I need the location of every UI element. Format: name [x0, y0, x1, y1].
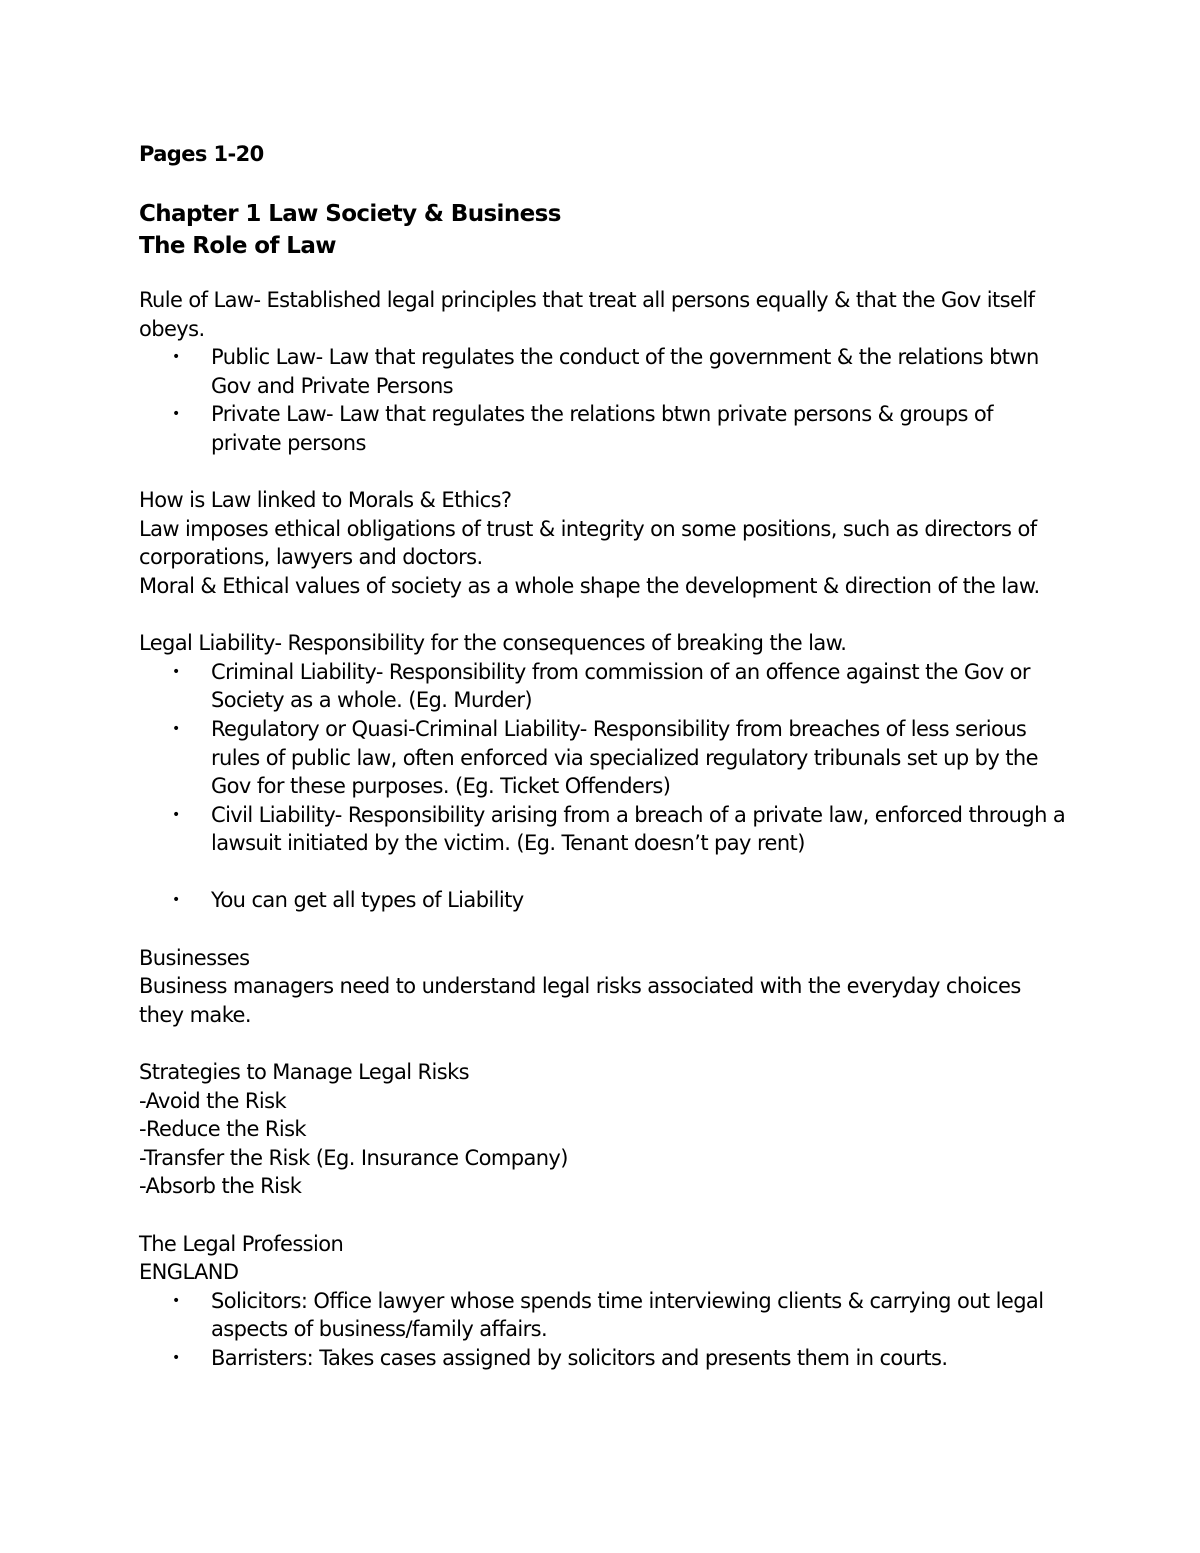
businesses-heading: Businesses: [139, 945, 250, 970]
strategy-item: -Reduce the Risk: [139, 1117, 306, 1142]
list-item: • Civil Liability- Responsibility arising from a breach of a private law, enforced through a lawsuit initiated by the victim. (Eg. Tenant doesn’t pay rent): [172, 802, 1066, 856]
morals-paragraph: Law imposes ethical obligations of trust & integrity on some positions, such as directors of corporations, lawyers and doctors.: [139, 516, 1037, 570]
rule-of-law-definition: Rule of Law- Established legal principles that treat all persons equally & that the Gov itself obeys.: [139, 288, 1035, 341]
liability-list: [139, 658, 1069, 915]
section-title: The Role of Law: [139, 233, 336, 259]
profession-heading: The Legal Profession: [139, 1231, 344, 1256]
list-item: • Public Law- Law that regulates the conduct of the government & the relations btwn Gov and Private Persons: [172, 345, 1039, 398]
strategy-item: -Transfer the Risk (Eg. Insurance Company): [139, 1145, 568, 1170]
profession-list: [139, 1287, 1069, 1373]
bullet-icon: •: [172, 406, 180, 423]
strategy-item: -Absorb the Risk: [139, 1174, 302, 1199]
pages-range: Pages 1-20: [139, 142, 264, 166]
strategies-heading: Strategies to Manage Legal Risks: [139, 1060, 469, 1085]
spacer: [139, 1201, 1069, 1230]
list-item: • Barristers: Takes cases assigned by solicitors and presents them in courts.: [139, 1344, 1069, 1373]
bullet-icon: •: [172, 349, 180, 366]
law-types-list: [139, 343, 1069, 457]
spacer: [139, 1029, 1069, 1058]
morals-question: How is Law linked to Morals & Ethics?: [139, 488, 512, 513]
document-page: [139, 140, 1069, 1373]
businesses-text: Business managers need to understand legal risks associated with the everyday choices they make.: [139, 974, 1021, 1027]
spacer: [139, 915, 1069, 944]
list-item: • You can get all types of Liability: [139, 886, 1069, 915]
list-item: • Solicitors: Office lawyer whose spends time interviewing clients & carrying out legal aspects of business/family affairs.: [172, 1288, 1044, 1342]
bullet-icon: •: [172, 892, 180, 909]
strategy-item: -Avoid the Risk: [139, 1088, 287, 1113]
list-item: • Regulatory or Quasi-Criminal Liability- Responsibility from breaches of less serious rules of public law, often enforced via specialized regulatory tribunals set up by the Gov for these purposes. (Eg. Ticket Offenders): [172, 716, 1038, 799]
bullet-icon: •: [172, 1349, 180, 1366]
bullet-icon: •: [172, 663, 180, 680]
spacer: [139, 601, 1069, 630]
profession-country: ENGLAND: [139, 1260, 239, 1285]
list-item: • Criminal Liability- Responsibility from commission of an offence against the Gov or Society as a whole. (Eg. Murder): [172, 659, 1030, 713]
chapter-title: Chapter 1 Law Society & Business: [139, 201, 561, 227]
list-item: • Private Law- Law that regulates the relations btwn private persons & groups of private persons: [172, 402, 993, 455]
bullet-icon: •: [172, 720, 180, 737]
spacer: [139, 458, 1069, 487]
morals-paragraph: Moral & Ethical values of society as a whole shape the development & direction of the law.: [139, 573, 1040, 598]
bullet-icon: •: [172, 806, 180, 823]
liability-definition: Legal Liability- Responsibility for the consequences of breaking the law.: [139, 631, 847, 656]
bullet-icon: •: [172, 1292, 180, 1309]
